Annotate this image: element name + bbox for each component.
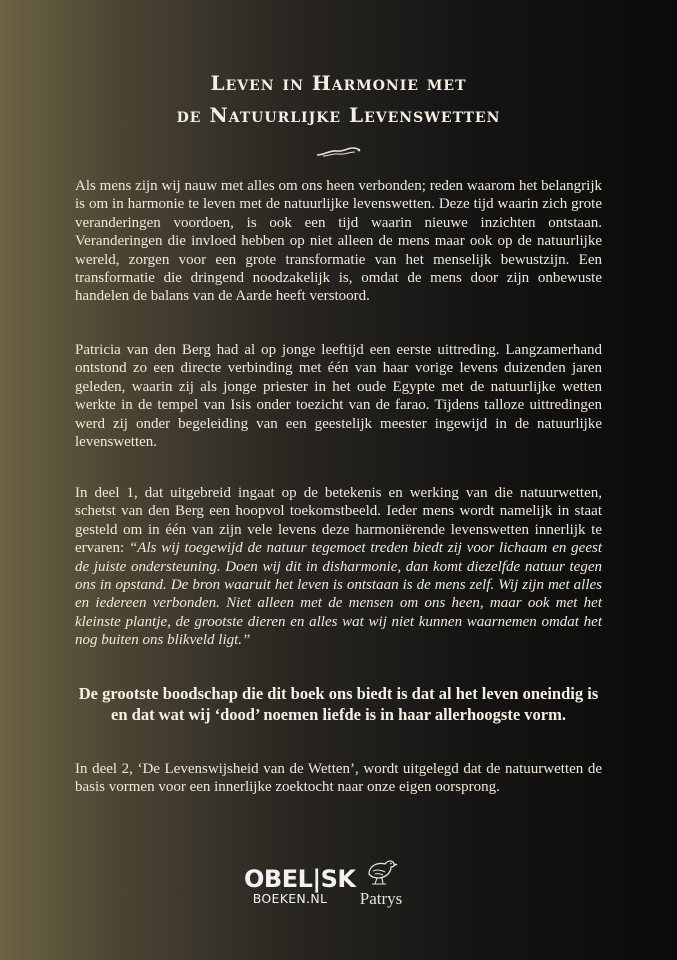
flourish-divider-icon: [315, 144, 361, 158]
title-line-2: de Natuurlijke Levenswetten: [176, 103, 501, 127]
part-one-intro: In deel 1, dat uitgebreid ingaat op de betekenis en werking van die natuurwetten, schetst van den Berg een hoopvol toekomstbeeld. Ieder mens wordt namelijk in staat gesteld om in één van zijn vele levens deze harmoniërende levenswetten innerlijk te ervaren:: [75, 485, 602, 557]
obelisk-logo-subtitle: BOEKEN.NL: [252, 891, 328, 906]
intro-paragraph: Als mens zijn wij nauw met alles om ons heen verbonden; reden waarom het belangrijk is om in harmonie te leven met de natuurlijke levenswetten. Deze tijd waarin zich grote veranderingen voordoen, is ook een tijd waarin nieuwe inzichten ontstaan. Veranderingen die invloed hebben op niet alleen de mens maar ook op de natuurlijke wereld, zorgen voor een grote transformatie van het menselijk bewustzijn. Een transformatie die dringend noodzakelijk is, omdat de mens door zijn onbewuste handelen de balans van de Aarde heeft verstoord.: [75, 178, 602, 305]
obelisk-logo-wordmark: OBEL|SK: [244, 865, 356, 893]
part-one-quote: “Als wij toegewijd de natuur tegemoet treden biedt zij voor lichaam en geest de juiste ondersteuning. Doen wij dit in disharmonie, dan komt diezelfde natuur tegen ons in opstand. De bron waaruit het leven is ontstaan is de mens zelf. Wij zijn met alles en iedereen verbonden. Niet alleen met de mensen om ons heen, maar ook met het kleinste plantje, de grootste dieren en alles wat wij niet kunnen waarnemen omdat het nog buiten ons blikveld ligt.”: [75, 540, 602, 649]
patrys-logo-wordmark: Patrys: [359, 889, 403, 908]
part-one-paragraph: [75, 484, 602, 650]
patrys-logo: [346, 856, 416, 908]
part-two-paragraph: In deel 2, ‘De Levenswijsheid van de Wetten’, wordt uitgelegd dat de natuurwetten de basis vormen voor een innerlijke zoektocht naar onze eigen oorsprong.: [75, 761, 602, 796]
key-message: De grootste boodschap die dit boek ons biedt is dat al het leven oneindig is en dat wat wij ‘dood’ noemen liefde is in haar allerhoogste vorm.: [78, 684, 599, 724]
author-paragraph: Patricia van den Berg had al op jonge leeftijd een eerste uittreding. Langzamerhand ontstond zo een directe verbinding met één van haar vorige levens duizenden jaren geleden, waarin zij als jonge priester in het oude Egypte met de natuurlijke wetten werkte in de tempel van Isis onder toezicht van de farao. Tijdens talloze uittredingen werd zij onder begeleiding van een geestelijk meester ingewijd in de natuurlijke levenswetten.: [75, 342, 602, 451]
obelisk-logo: [244, 865, 356, 906]
partridge-bird-icon: [363, 856, 399, 886]
title-line-1: Leven in Harmonie met: [210, 71, 467, 95]
